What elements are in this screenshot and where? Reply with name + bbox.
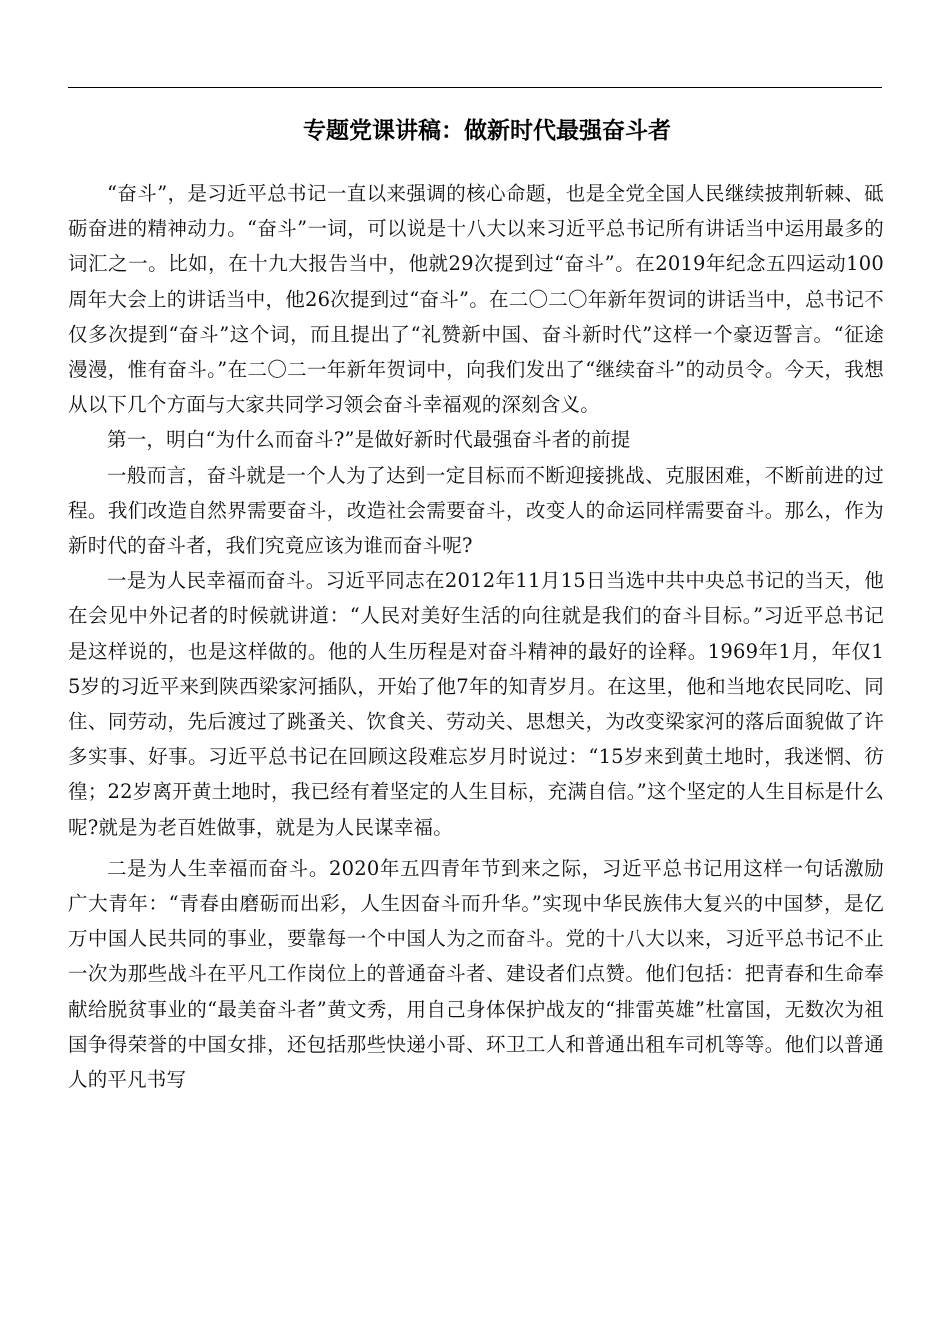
paragraph-section-heading: 第一，明白“为什么而奋斗?”是做好新时代最强奋斗者的前提 — [107, 428, 631, 452]
document-title: 专题党课讲稿：做新时代最强奋斗者 — [303, 118, 671, 145]
paragraph-intro: “奋斗”，是习近平总书记一直以来强调的核心命题，也是全党全国人民继续披荆斩棘、砥砺奋进的精神动力。“奋斗”一词，可以说是十八大以来习近平总书记所有讲话当中运用最多的词汇之一。比如，在十九大报告当中，他就29次提到过“奋斗”。在2019年纪念五四运动100周年大会上的讲话当中，他26次提到过“奋斗”。在二〇二〇年新年贺词的讲话当中，总书记不仅多次提到“奋斗”这个词，而且提出了“礼赞新中国、奋斗新时代”这样一个豪迈誓言。“征途漫漫，惟有奋斗。”在二〇二一年新年贺词中，向我们发出了“继续奋斗”的动员令。今天，我想从以下几个方面与大家共同学习领会奋斗幸福观的深刻含义。 — [68, 182, 884, 417]
header-rule — [68, 87, 882, 88]
paragraph-life-happiness: 二是为人生幸福而奋斗。2020年五四青年节到来之际，习近平总书记用这样一句话激励广大青年：“青春由磨砺而出彩，人生因奋斗而升华。”实现中华民族伟大复兴的中国梦，是亿万中国人民共同的事业，要靠每一个中国人为之而奋斗。党的十八大以来，习近平总书记不止一次为那些战斗在平凡工作岗位上的普通奋斗者、建设者们点赞。他们包括：把青春和生命奉献给脱贫事业的“最美奋斗者”黄文秀，用自己身体保护战友的“排雷英雄”杜富国，无数次为祖国争得荣誉的中国女排，还包括那些快递小哥、环卫工人和普通出租车司机等等。他们以普通人的平凡书写 — [68, 856, 884, 1092]
document-body — [68, 176, 884, 1097]
paragraph-people-happiness: 一是为人民幸福而奋斗。习近平同志在2012年11月15日当选中共中央总书记的当天，他在会见中外记者的时候就讲道：“人民对美好生活的向往就是我们的奋斗目标。”习近平总书记是这样说的，也是这样做的。他的人生历程是对奋斗精神的最好的诠释。1969年1月，年仅15岁的习近平来到陕西梁家河插队，开始了他7年的知青岁月。在这里，他和当地农民同吃、同住、同劳动，先后渡过了跳蚤关、饮食关、劳动关、思想关，为改变梁家河的落后面貌做了许多实事、好事。习近平总书记在回顾这段难忘岁月时说过：“15岁来到黄土地时，我迷惘、彷徨；22岁离开黄土地时，我已经有着坚定的人生目标，充满自信。”这个坚定的人生目标是什么呢?就是为老百姓做事，就是为人民谋幸福。 — [68, 569, 884, 839]
paragraph-general: 一般而言，奋斗就是一个人为了达到一定目标而不断迎接挑战、克服困难，不断前进的过程。我们改造自然界需要奋斗，改造社会需要奋斗，改变人的命运同样需要奋斗。那么，作为新时代的奋斗者，我们究竟应该为谁而奋斗呢? — [68, 463, 884, 558]
